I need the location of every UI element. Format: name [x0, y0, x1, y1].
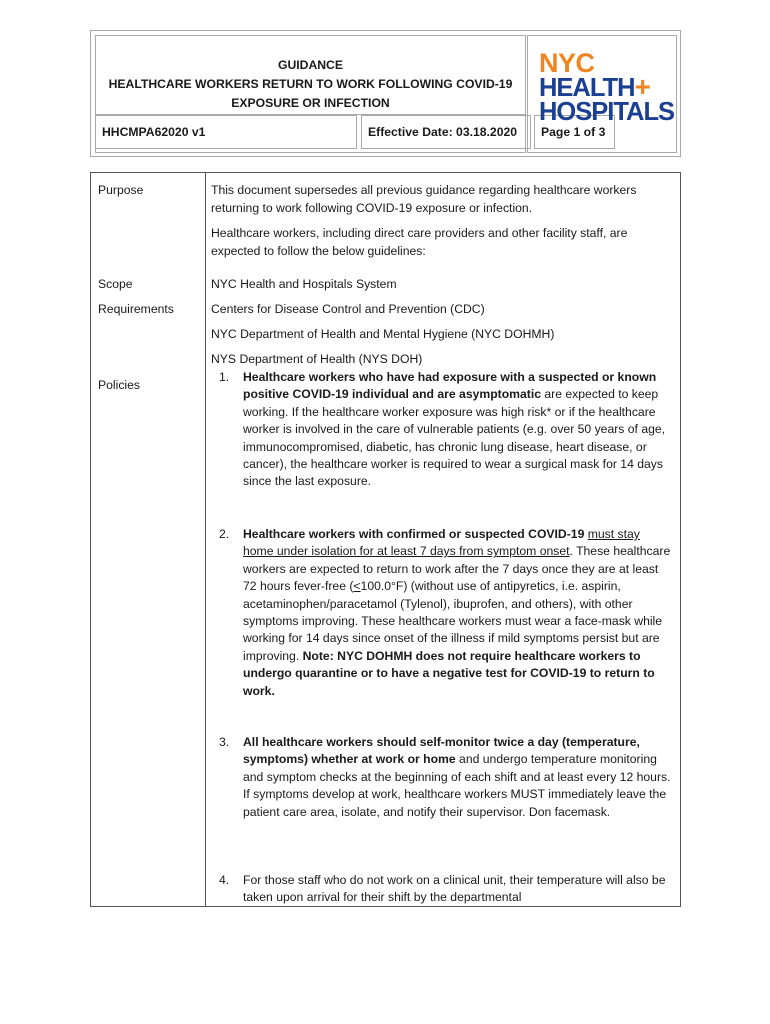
policy-3-text: and undergo temperature monitoring and symptom checks at the beginning of each shift and at least every 12 hours. If symptoms develop at work, healthcare workers MUST immediately leave the patient care area, isolate, and notify their supervisor. Don facemask.	[243, 752, 671, 819]
logo-nyc: NYC	[539, 48, 595, 78]
purpose-text-1: This document supersedes all previous guidance regarding healthcare workers returning to work following COVID-19 exposure or infection.	[211, 183, 637, 215]
policy-2-text-b: 100.0°F) (without use of antipyretics, i.e. aspirin, acetaminophen/paracetamol (Tylenol), ibuprofen, and others), with other symptoms improving. These healthcare workers must wear a face-mask while working for 14 days since onset of the illness if mild symptoms persist but are improving.	[243, 579, 663, 663]
document-header	[90, 30, 681, 157]
guidance-table	[90, 172, 681, 907]
title-line-1: GUIDANCE	[277, 58, 343, 72]
policy-2-underline: must stay home under isolation for at least 7 days from symptom onset	[243, 527, 640, 559]
nyc-health-hospitals-logo	[539, 48, 675, 126]
policy-item-1	[219, 369, 673, 491]
title-line-3: EXPOSURE OR INFECTION	[231, 96, 390, 110]
logo-health-row	[539, 71, 674, 102]
document-id: HHCMPA62020 v1	[95, 115, 357, 149]
logo-box	[527, 35, 677, 153]
policy-2-bold: Healthcare workers with confirmed or suspected COVID-19	[243, 527, 585, 541]
requirement-item: NYC Department of Health and Mental Hygiene (NYC DOHMH)	[211, 327, 555, 341]
purpose-text-2: Healthcare workers, including direct care providers and other facility staff, are expected to follow the below guidelines:	[211, 226, 628, 258]
requirement-item: Centers for Disease Control and Prevention (CDC)	[211, 302, 485, 316]
policy-number: 1.	[219, 370, 230, 384]
title-line-2: HEALTHCARE WORKERS RETURN TO WORK FOLLOWING COVID-19	[108, 77, 513, 91]
requirement-item: NYS Department of Health (NYS DOH)	[211, 352, 423, 366]
policies-label: Policies	[98, 378, 140, 392]
effective-date: Effective Date: 03.18.2020	[361, 115, 531, 149]
scope-text: NYC Health and Hospitals System	[211, 277, 397, 291]
policy-number: 2.	[219, 527, 230, 541]
policy-2-text-a: . These healthcare workers are expected to return to work after the 7 days once they are at least 72 hours fever-free (	[243, 544, 671, 594]
policy-number: 4.	[219, 873, 230, 887]
column-divider	[205, 173, 206, 906]
policy-2-note: Note: NYC DOHMH does not require healthcare workers to undergo quarantine or to have a negative test for COVID-19 to return to work.	[243, 648, 655, 698]
less-than-equal-symbol: <	[353, 579, 361, 594]
policy-4-text: For those staff who do not work on a clinical unit, their temperature will also be taken upon arrival for their shift by the departmental	[243, 873, 666, 905]
policy-1-text: are expected to keep working. If the healthcare worker exposure was high risk* or if the healthcare worker is involved in the care of vulnerable patients (e.g. over 50 years of age, immunocompromised, diabetic, has chronic lung disease, heart disease, or cancer), the healthcare worker is required to wear a surgical mask for 14 days since the last exposure.	[243, 387, 666, 489]
logo-hospitals: HOSPITALS	[539, 98, 675, 126]
requirements-label: Requirements	[98, 302, 174, 316]
policy-number: 3.	[219, 735, 230, 749]
policy-item-3	[219, 734, 673, 821]
policy-item-2	[219, 526, 673, 700]
policy-item-4	[219, 872, 673, 907]
policy-3-bold: All healthcare workers should self-monitor twice a day (temperature, symptoms) whether at work or home	[243, 735, 640, 767]
document-title	[96, 36, 525, 115]
purpose-label: Purpose	[98, 183, 144, 197]
logo-health: HEALTH	[539, 74, 635, 102]
policy-1-bold: Healthcare workers who have had exposure with a suspected or known positive COVID-19 individual and are asymptomatic	[243, 370, 657, 402]
scope-label: Scope	[98, 277, 133, 291]
page-number: Page 1 of 3	[534, 115, 615, 149]
plus-icon: +	[634, 71, 650, 102]
